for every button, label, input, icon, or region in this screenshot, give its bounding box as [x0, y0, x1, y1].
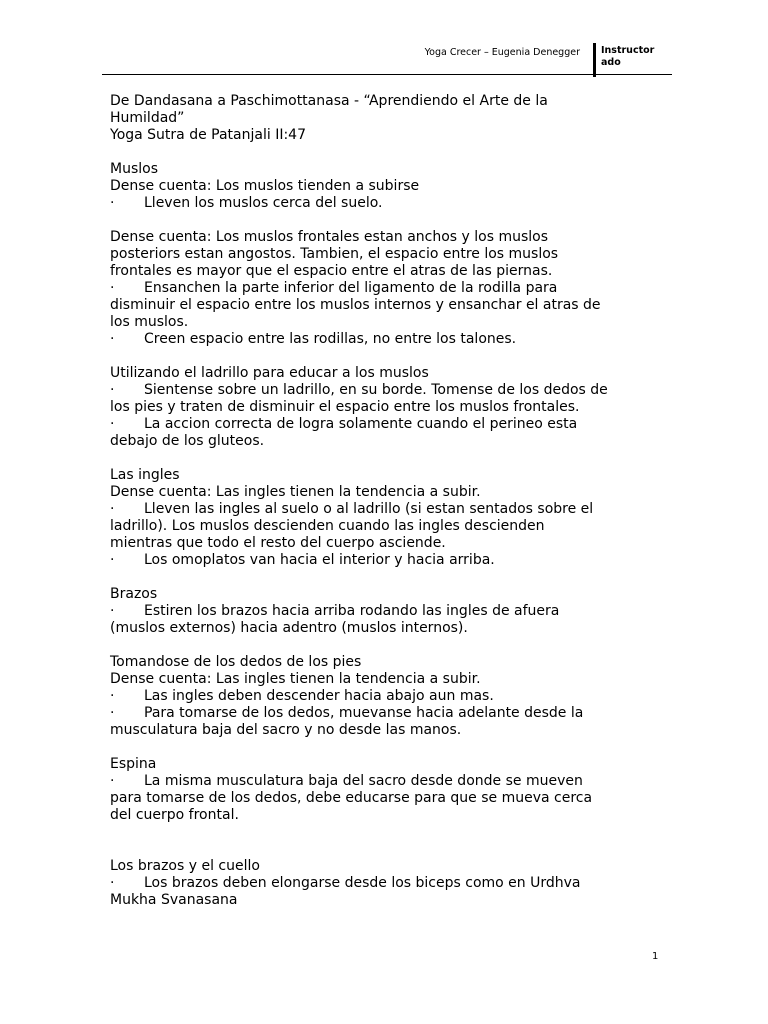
section-ingles: [110, 467, 670, 569]
document-title: Humildad”: [110, 110, 185, 126]
bullet-mark: ·: [110, 280, 115, 296]
section-muslos: [110, 161, 670, 212]
section-heading: Utilizando el ladrillo para educar a los muslos: [110, 365, 429, 381]
section-heading: Brazos: [110, 586, 158, 602]
bullet-item: · Ensanchen la parte inferior del ligamento de la rodilla para: [110, 280, 558, 296]
header-title: Yoga Crecer – Eugenia Denegger: [424, 47, 580, 58]
section-heading: Los brazos y el cuello: [110, 858, 260, 874]
paragraph-line: los muslos.: [110, 314, 189, 330]
document-subtitle: Yoga Sutra de Patanjali II:47: [110, 127, 306, 143]
section-heading: Las ingles: [110, 467, 180, 483]
paragraph-line: los pies y traten de disminuir el espacio entre los muslos frontales.: [110, 399, 580, 415]
paragraph-line: mientras que todo el resto del cuerpo asciende.: [110, 535, 446, 551]
paragraph-line: Mukha Svanasana: [110, 892, 238, 908]
bullet-mark: ·: [110, 688, 115, 704]
bullet-item: · Sientense sobre un ladrillo, en su borde. Tomense de los dedos de: [110, 382, 608, 398]
bullet-item: · Estiren los brazos hacia arriba rodando las ingles de afuera: [110, 603, 560, 619]
header-divider-bar: [593, 43, 596, 77]
section-ladrillo: [110, 365, 670, 450]
bullet-mark: ·: [110, 552, 115, 568]
paragraph-line: frontales es mayor que el espacio entre el atras de las piernas.: [110, 263, 553, 279]
paragraph-line: ladrillo). Los muslos descienden cuando las ingles descienden: [110, 518, 545, 534]
page-header: [0, 0, 768, 80]
paragraph-line: (muslos externos) hacia adentro (muslos internos).: [110, 620, 468, 636]
bullet-item: · Creen espacio entre las rodillas, no entre los talones.: [110, 331, 517, 347]
header-status: [601, 45, 671, 69]
bullet-item: · Los omoplatos van hacia el interior y hacia arriba.: [110, 552, 495, 568]
bullet-item: · Lleven los muslos cerca del suelo.: [110, 195, 383, 211]
paragraph-line: posteriors estan angostos. Tambien, el espacio entre los muslos: [110, 246, 559, 262]
paragraph-line: debajo de los gluteos.: [110, 433, 265, 449]
paragraph-line: disminuir el espacio entre los muslos internos y ensanchar el atras de: [110, 297, 601, 313]
bullet-item: · Lleven las ingles al suelo o al ladrillo (si estan sentados sobre el: [110, 501, 594, 517]
paragraph-line: para tomarse de los dedos, debe educarse para que se mueva cerca: [110, 790, 593, 806]
section-brazos-cuello: [110, 858, 670, 909]
section-heading: Muslos: [110, 161, 158, 177]
bullet-mark: ·: [110, 875, 115, 891]
section-muslos-frontales: [110, 229, 670, 348]
bullet-mark: ·: [110, 331, 115, 347]
document-body: [110, 93, 670, 926]
bullet-mark: ·: [110, 501, 115, 517]
paragraph-line: musculatura baja del sacro y no desde las manos.: [110, 722, 462, 738]
bullet-mark: ·: [110, 773, 115, 789]
paragraph-line: Dense cuenta: Las ingles tienen la tendencia a subir.: [110, 484, 481, 500]
paragraph-line: Dense cuenta: Las ingles tienen la tendencia a subir.: [110, 671, 481, 687]
bullet-mark: ·: [110, 195, 115, 211]
bullet-item: · Las ingles deben descender hacia abajo aun mas.: [110, 688, 494, 704]
document-title: De Dandasana a Paschimottanasa - “Aprendiendo el Arte de la: [110, 93, 548, 109]
header-rule: [102, 74, 672, 75]
bullet-mark: ·: [110, 705, 115, 721]
section-heading: Espina: [110, 756, 157, 772]
section-espina: [110, 756, 670, 824]
bullet-item: · La misma musculatura baja del sacro desde donde se mueven: [110, 773, 583, 789]
paragraph-line: Dense cuenta: Los muslos tienden a subirse: [110, 178, 420, 194]
bullet-item: · Los brazos deben elongarse desde los biceps como en Urdhva: [110, 875, 581, 891]
document-title-block: [110, 93, 670, 144]
paragraph-line: Dense cuenta: Los muslos frontales estan anchos y los muslos: [110, 229, 549, 245]
section-brazos: [110, 586, 670, 637]
bullet-mark: ·: [110, 603, 115, 619]
paragraph-line: del cuerpo frontal.: [110, 807, 239, 823]
section-dedos-pies: [110, 654, 670, 739]
section-heading: Tomandose de los dedos de los pies: [110, 654, 362, 670]
bullet-mark: ·: [110, 416, 115, 432]
page-number: 1: [652, 951, 659, 962]
header-status-line: ado: [601, 57, 621, 68]
bullet-item: · La accion correcta de logra solamente cuando el perineo esta: [110, 416, 578, 432]
bullet-mark: ·: [110, 382, 115, 398]
bullet-item: · Para tomarse de los dedos, muevanse hacia adelante desde la: [110, 705, 584, 721]
header-status-line: Instructor: [601, 45, 655, 56]
